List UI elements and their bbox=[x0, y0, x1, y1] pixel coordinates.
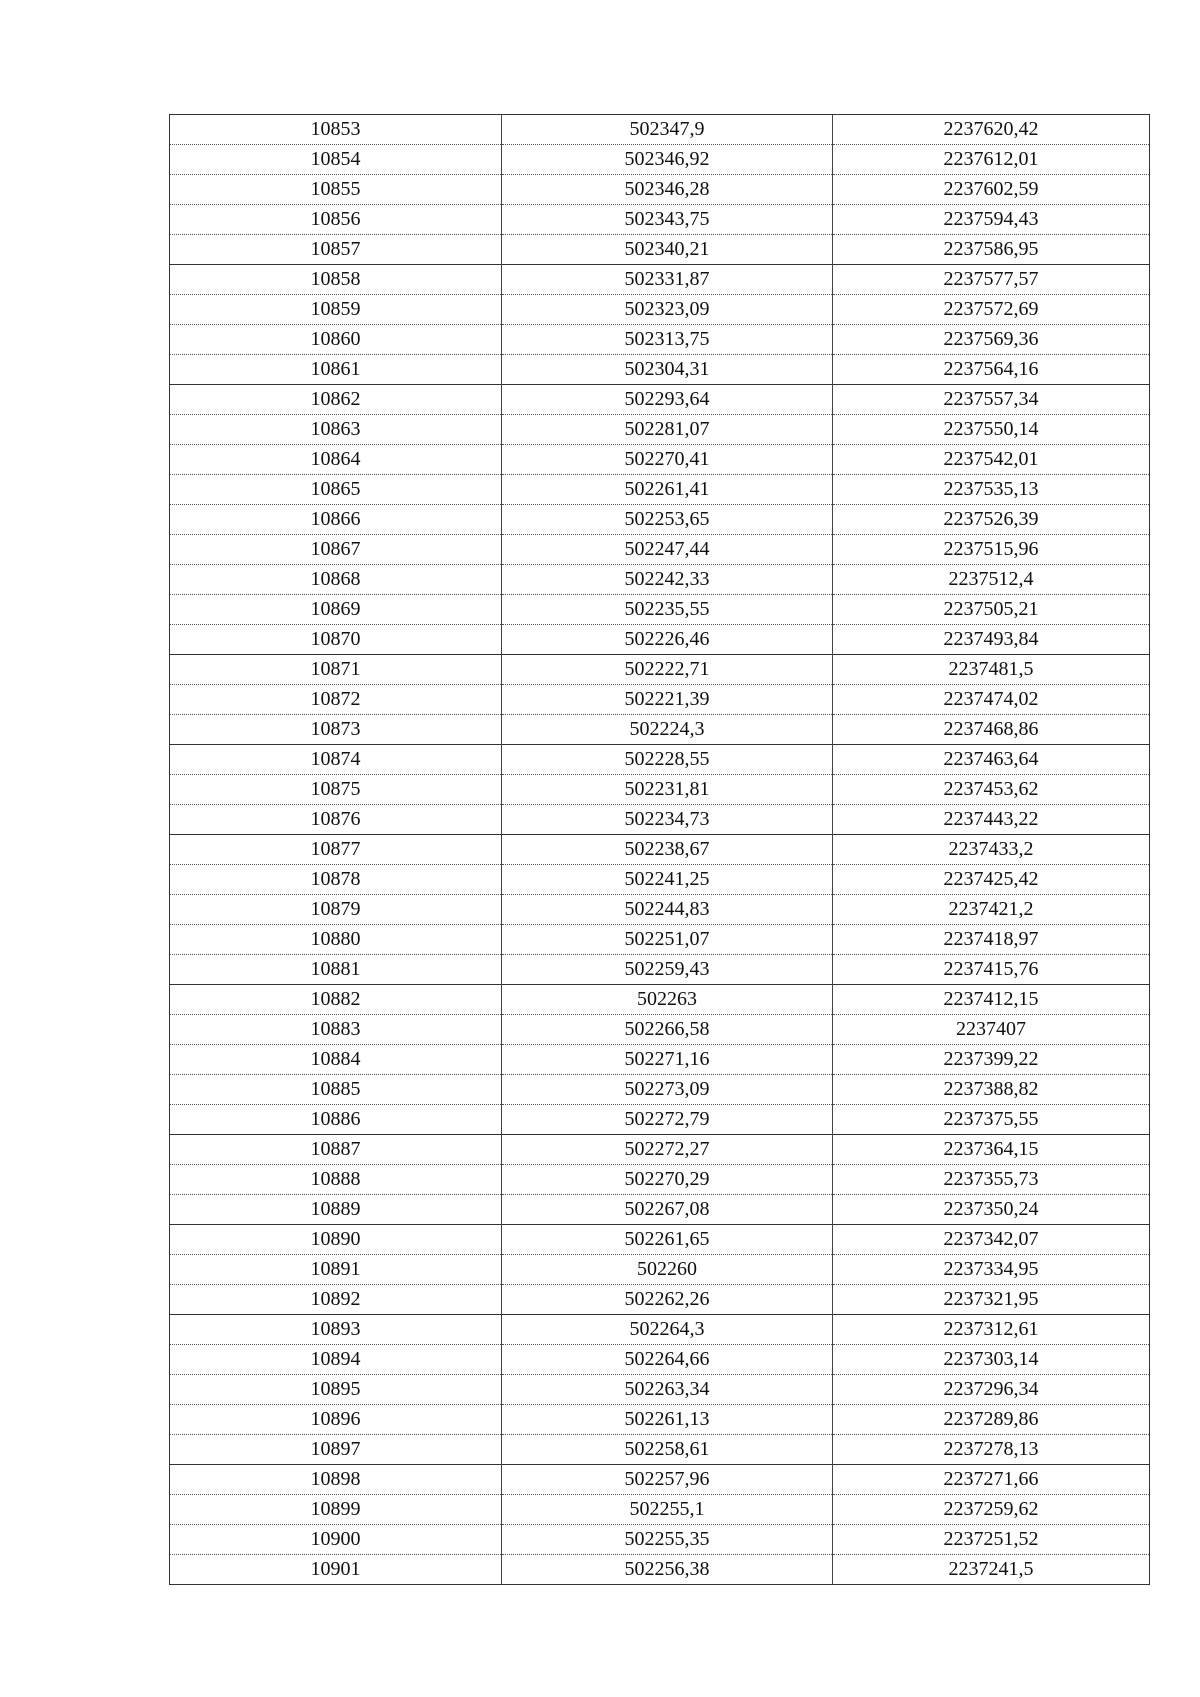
point-number-cell: 10875 bbox=[170, 775, 502, 805]
table-row bbox=[170, 1135, 1150, 1165]
y-coordinate-cell: 2237512,4 bbox=[833, 565, 1150, 595]
x-coordinate-cell: 502244,83 bbox=[502, 895, 833, 925]
table-row bbox=[170, 235, 1150, 265]
x-coordinate-cell: 502231,81 bbox=[502, 775, 833, 805]
y-coordinate-cell: 2237418,97 bbox=[833, 925, 1150, 955]
x-coordinate-cell: 502346,28 bbox=[502, 175, 833, 205]
y-coordinate-cell: 2237388,82 bbox=[833, 1075, 1150, 1105]
table-row bbox=[170, 745, 1150, 775]
y-coordinate-cell: 2237481,5 bbox=[833, 655, 1150, 685]
y-coordinate-cell: 2237350,24 bbox=[833, 1195, 1150, 1225]
x-coordinate-cell: 502226,46 bbox=[502, 625, 833, 655]
table-row bbox=[170, 655, 1150, 685]
point-number-cell: 10863 bbox=[170, 415, 502, 445]
point-number-cell: 10854 bbox=[170, 145, 502, 175]
y-coordinate-cell: 2237375,55 bbox=[833, 1105, 1150, 1135]
x-coordinate-cell: 502323,09 bbox=[502, 295, 833, 325]
table-row bbox=[170, 205, 1150, 235]
y-coordinate-cell: 2237526,39 bbox=[833, 505, 1150, 535]
table-row bbox=[170, 445, 1150, 475]
x-coordinate-cell: 502262,26 bbox=[502, 1285, 833, 1315]
y-coordinate-cell: 2237620,42 bbox=[833, 115, 1150, 145]
point-number-cell: 10865 bbox=[170, 475, 502, 505]
y-coordinate-cell: 2237586,95 bbox=[833, 235, 1150, 265]
point-number-cell: 10871 bbox=[170, 655, 502, 685]
y-coordinate-cell: 2237251,52 bbox=[833, 1525, 1150, 1555]
point-number-cell: 10862 bbox=[170, 385, 502, 415]
x-coordinate-cell: 502313,75 bbox=[502, 325, 833, 355]
coordinates-table bbox=[169, 114, 1150, 1585]
point-number-cell: 10885 bbox=[170, 1075, 502, 1105]
x-coordinate-cell: 502224,3 bbox=[502, 715, 833, 745]
point-number-cell: 10891 bbox=[170, 1255, 502, 1285]
x-coordinate-cell: 502347,9 bbox=[502, 115, 833, 145]
y-coordinate-cell: 2237364,15 bbox=[833, 1135, 1150, 1165]
x-coordinate-cell: 502258,61 bbox=[502, 1435, 833, 1465]
point-number-cell: 10857 bbox=[170, 235, 502, 265]
point-number-cell: 10897 bbox=[170, 1435, 502, 1465]
table-row bbox=[170, 1195, 1150, 1225]
point-number-cell: 10895 bbox=[170, 1375, 502, 1405]
table-row bbox=[170, 325, 1150, 355]
y-coordinate-cell: 2237468,86 bbox=[833, 715, 1150, 745]
table-row bbox=[170, 985, 1150, 1015]
table-row bbox=[170, 1315, 1150, 1345]
x-coordinate-cell: 502304,31 bbox=[502, 355, 833, 385]
point-number-cell: 10874 bbox=[170, 745, 502, 775]
point-number-cell: 10881 bbox=[170, 955, 502, 985]
point-number-cell: 10899 bbox=[170, 1495, 502, 1525]
point-number-cell: 10873 bbox=[170, 715, 502, 745]
y-coordinate-cell: 2237550,14 bbox=[833, 415, 1150, 445]
x-coordinate-cell: 502259,43 bbox=[502, 955, 833, 985]
table-row bbox=[170, 1225, 1150, 1255]
x-coordinate-cell: 502270,41 bbox=[502, 445, 833, 475]
y-coordinate-cell: 2237474,02 bbox=[833, 685, 1150, 715]
table-row bbox=[170, 1375, 1150, 1405]
point-number-cell: 10883 bbox=[170, 1015, 502, 1045]
x-coordinate-cell: 502267,08 bbox=[502, 1195, 833, 1225]
table-row bbox=[170, 1165, 1150, 1195]
point-number-cell: 10872 bbox=[170, 685, 502, 715]
y-coordinate-cell: 2237577,57 bbox=[833, 265, 1150, 295]
x-coordinate-cell: 502235,55 bbox=[502, 595, 833, 625]
point-number-cell: 10888 bbox=[170, 1165, 502, 1195]
x-coordinate-cell: 502241,25 bbox=[502, 865, 833, 895]
y-coordinate-cell: 2237594,43 bbox=[833, 205, 1150, 235]
y-coordinate-cell: 2237303,14 bbox=[833, 1345, 1150, 1375]
y-coordinate-cell: 2237612,01 bbox=[833, 145, 1150, 175]
table-row bbox=[170, 1495, 1150, 1525]
table-row bbox=[170, 955, 1150, 985]
x-coordinate-cell: 502264,3 bbox=[502, 1315, 833, 1345]
y-coordinate-cell: 2237557,34 bbox=[833, 385, 1150, 415]
x-coordinate-cell: 502255,1 bbox=[502, 1495, 833, 1525]
table-row bbox=[170, 265, 1150, 295]
point-number-cell: 10859 bbox=[170, 295, 502, 325]
point-number-cell: 10877 bbox=[170, 835, 502, 865]
y-coordinate-cell: 2237421,2 bbox=[833, 895, 1150, 925]
x-coordinate-cell: 502270,29 bbox=[502, 1165, 833, 1195]
point-number-cell: 10867 bbox=[170, 535, 502, 565]
y-coordinate-cell: 2237515,96 bbox=[833, 535, 1150, 565]
y-coordinate-cell: 2237535,13 bbox=[833, 475, 1150, 505]
y-coordinate-cell: 2237399,22 bbox=[833, 1045, 1150, 1075]
x-coordinate-cell: 502256,38 bbox=[502, 1555, 833, 1585]
point-number-cell: 10878 bbox=[170, 865, 502, 895]
table-row bbox=[170, 1555, 1150, 1585]
table-row bbox=[170, 685, 1150, 715]
table-row bbox=[170, 355, 1150, 385]
point-number-cell: 10882 bbox=[170, 985, 502, 1015]
y-coordinate-cell: 2237355,73 bbox=[833, 1165, 1150, 1195]
point-number-cell: 10886 bbox=[170, 1105, 502, 1135]
y-coordinate-cell: 2237425,42 bbox=[833, 865, 1150, 895]
y-coordinate-cell: 2237433,2 bbox=[833, 835, 1150, 865]
x-coordinate-cell: 502331,87 bbox=[502, 265, 833, 295]
y-coordinate-cell: 2237312,61 bbox=[833, 1315, 1150, 1345]
coordinates-table-body bbox=[170, 115, 1150, 1585]
table-row bbox=[170, 505, 1150, 535]
point-number-cell: 10861 bbox=[170, 355, 502, 385]
y-coordinate-cell: 2237505,21 bbox=[833, 595, 1150, 625]
x-coordinate-cell: 502293,64 bbox=[502, 385, 833, 415]
point-number-cell: 10879 bbox=[170, 895, 502, 925]
point-number-cell: 10887 bbox=[170, 1135, 502, 1165]
y-coordinate-cell: 2237443,22 bbox=[833, 805, 1150, 835]
x-coordinate-cell: 502346,92 bbox=[502, 145, 833, 175]
table-row bbox=[170, 595, 1150, 625]
point-number-cell: 10901 bbox=[170, 1555, 502, 1585]
x-coordinate-cell: 502257,96 bbox=[502, 1465, 833, 1495]
table-row bbox=[170, 715, 1150, 745]
table-row bbox=[170, 835, 1150, 865]
table-row bbox=[170, 1015, 1150, 1045]
point-number-cell: 10866 bbox=[170, 505, 502, 535]
x-coordinate-cell: 502251,07 bbox=[502, 925, 833, 955]
table-row bbox=[170, 1465, 1150, 1495]
y-coordinate-cell: 2237415,76 bbox=[833, 955, 1150, 985]
x-coordinate-cell: 502261,13 bbox=[502, 1405, 833, 1435]
x-coordinate-cell: 502247,44 bbox=[502, 535, 833, 565]
y-coordinate-cell: 2237564,16 bbox=[833, 355, 1150, 385]
y-coordinate-cell: 2237296,34 bbox=[833, 1375, 1150, 1405]
y-coordinate-cell: 2237463,64 bbox=[833, 745, 1150, 775]
x-coordinate-cell: 502228,55 bbox=[502, 745, 833, 775]
y-coordinate-cell: 2237542,01 bbox=[833, 445, 1150, 475]
point-number-cell: 10893 bbox=[170, 1315, 502, 1345]
point-number-cell: 10856 bbox=[170, 205, 502, 235]
y-coordinate-cell: 2237407 bbox=[833, 1015, 1150, 1045]
table-row bbox=[170, 535, 1150, 565]
y-coordinate-cell: 2237342,07 bbox=[833, 1225, 1150, 1255]
x-coordinate-cell: 502221,39 bbox=[502, 685, 833, 715]
y-coordinate-cell: 2237278,13 bbox=[833, 1435, 1150, 1465]
table-row bbox=[170, 565, 1150, 595]
x-coordinate-cell: 502272,27 bbox=[502, 1135, 833, 1165]
y-coordinate-cell: 2237569,36 bbox=[833, 325, 1150, 355]
x-coordinate-cell: 502260 bbox=[502, 1255, 833, 1285]
x-coordinate-cell: 502261,41 bbox=[502, 475, 833, 505]
table-row bbox=[170, 925, 1150, 955]
point-number-cell: 10860 bbox=[170, 325, 502, 355]
point-number-cell: 10864 bbox=[170, 445, 502, 475]
point-number-cell: 10880 bbox=[170, 925, 502, 955]
x-coordinate-cell: 502271,16 bbox=[502, 1045, 833, 1075]
y-coordinate-cell: 2237259,62 bbox=[833, 1495, 1150, 1525]
x-coordinate-cell: 502263 bbox=[502, 985, 833, 1015]
table-row bbox=[170, 1075, 1150, 1105]
table-row bbox=[170, 415, 1150, 445]
table-row bbox=[170, 1435, 1150, 1465]
table-row bbox=[170, 1345, 1150, 1375]
point-number-cell: 10896 bbox=[170, 1405, 502, 1435]
table-row bbox=[170, 295, 1150, 325]
x-coordinate-cell: 502263,34 bbox=[502, 1375, 833, 1405]
table-row bbox=[170, 775, 1150, 805]
table-row bbox=[170, 1405, 1150, 1435]
point-number-cell: 10889 bbox=[170, 1195, 502, 1225]
table-row bbox=[170, 1255, 1150, 1285]
table-row bbox=[170, 385, 1150, 415]
y-coordinate-cell: 2237412,15 bbox=[833, 985, 1150, 1015]
x-coordinate-cell: 502266,58 bbox=[502, 1015, 833, 1045]
x-coordinate-cell: 502234,73 bbox=[502, 805, 833, 835]
x-coordinate-cell: 502255,35 bbox=[502, 1525, 833, 1555]
x-coordinate-cell: 502343,75 bbox=[502, 205, 833, 235]
table-row bbox=[170, 475, 1150, 505]
point-number-cell: 10900 bbox=[170, 1525, 502, 1555]
y-coordinate-cell: 2237271,66 bbox=[833, 1465, 1150, 1495]
table-row bbox=[170, 1105, 1150, 1135]
x-coordinate-cell: 502281,07 bbox=[502, 415, 833, 445]
y-coordinate-cell: 2237289,86 bbox=[833, 1405, 1150, 1435]
x-coordinate-cell: 502261,65 bbox=[502, 1225, 833, 1255]
y-coordinate-cell: 2237602,59 bbox=[833, 175, 1150, 205]
table-row bbox=[170, 1285, 1150, 1315]
x-coordinate-cell: 502253,65 bbox=[502, 505, 833, 535]
point-number-cell: 10898 bbox=[170, 1465, 502, 1495]
point-number-cell: 10892 bbox=[170, 1285, 502, 1315]
table-row bbox=[170, 115, 1150, 145]
table-row bbox=[170, 625, 1150, 655]
point-number-cell: 10869 bbox=[170, 595, 502, 625]
table-row bbox=[170, 865, 1150, 895]
x-coordinate-cell: 502238,67 bbox=[502, 835, 833, 865]
table-row bbox=[170, 1045, 1150, 1075]
point-number-cell: 10853 bbox=[170, 115, 502, 145]
x-coordinate-cell: 502340,21 bbox=[502, 235, 833, 265]
point-number-cell: 10870 bbox=[170, 625, 502, 655]
x-coordinate-cell: 502242,33 bbox=[502, 565, 833, 595]
y-coordinate-cell: 2237241,5 bbox=[833, 1555, 1150, 1585]
table-row bbox=[170, 805, 1150, 835]
table-row bbox=[170, 145, 1150, 175]
point-number-cell: 10884 bbox=[170, 1045, 502, 1075]
x-coordinate-cell: 502222,71 bbox=[502, 655, 833, 685]
x-coordinate-cell: 502273,09 bbox=[502, 1075, 833, 1105]
y-coordinate-cell: 2237321,95 bbox=[833, 1285, 1150, 1315]
point-number-cell: 10855 bbox=[170, 175, 502, 205]
y-coordinate-cell: 2237334,95 bbox=[833, 1255, 1150, 1285]
point-number-cell: 10894 bbox=[170, 1345, 502, 1375]
x-coordinate-cell: 502272,79 bbox=[502, 1105, 833, 1135]
table-row bbox=[170, 895, 1150, 925]
point-number-cell: 10858 bbox=[170, 265, 502, 295]
y-coordinate-cell: 2237572,69 bbox=[833, 295, 1150, 325]
point-number-cell: 10890 bbox=[170, 1225, 502, 1255]
point-number-cell: 10876 bbox=[170, 805, 502, 835]
y-coordinate-cell: 2237493,84 bbox=[833, 625, 1150, 655]
table-row bbox=[170, 1525, 1150, 1555]
table-row bbox=[170, 175, 1150, 205]
point-number-cell: 10868 bbox=[170, 565, 502, 595]
y-coordinate-cell: 2237453,62 bbox=[833, 775, 1150, 805]
x-coordinate-cell: 502264,66 bbox=[502, 1345, 833, 1375]
